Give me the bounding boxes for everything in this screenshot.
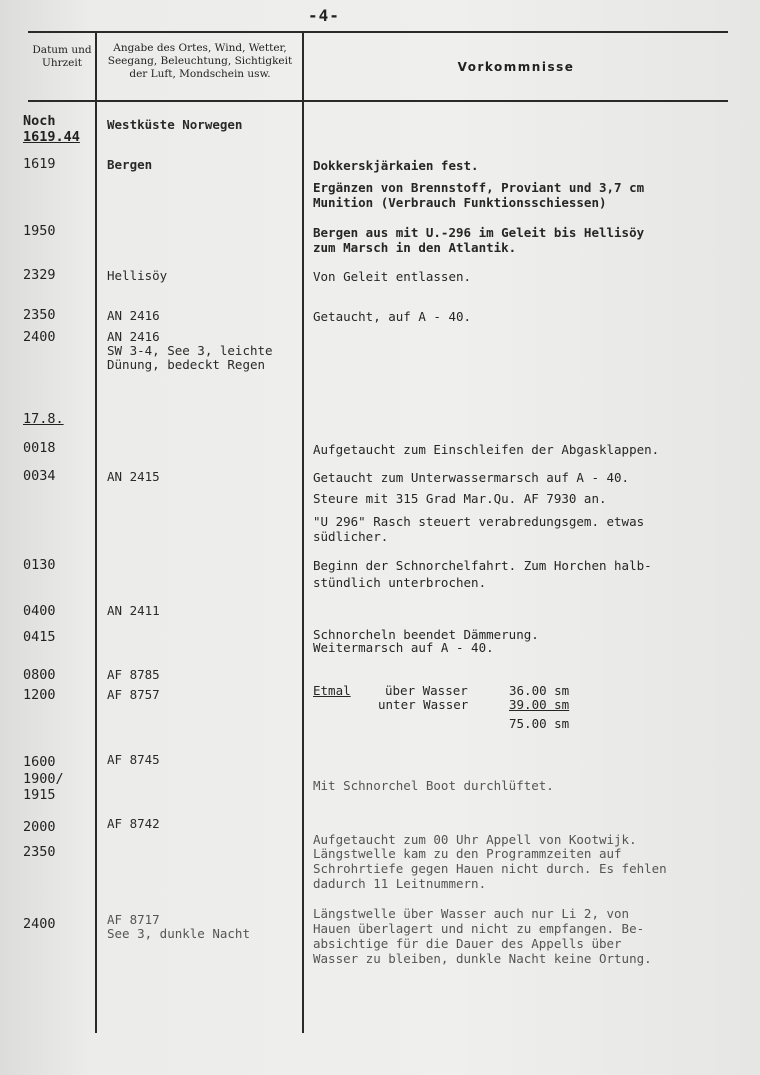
row-event-line: "U 296" Rasch steuert verabredungsgem. etwas	[313, 514, 645, 529]
row-time: 0034	[23, 468, 56, 484]
header-date-time: Datum und Uhrzeit	[32, 44, 92, 69]
row-place: See 3, dunkle Nacht	[107, 926, 250, 941]
row-time: 2400	[23, 329, 56, 345]
row-event-line: Ergänzen von Brennstoff, Proviant und 3,7 cm	[313, 180, 645, 195]
row-event-line: Mit Schnorchel Boot durchlüftet.	[313, 778, 554, 793]
row-time: 1950	[23, 223, 56, 239]
row-place: AF 8745	[107, 752, 160, 767]
row-event-line: zum Marsch in den Atlantik.	[313, 240, 517, 255]
row-place: AF 8742	[107, 816, 160, 831]
row-event-line: Dokkerskjärkaien fest.	[313, 158, 479, 173]
row-time: 0415	[23, 629, 56, 645]
row-time: 2350	[23, 307, 56, 323]
row-event-line: Getaucht, auf A - 40.	[313, 309, 472, 324]
header-location-weather: Angabe des Ortes, Wind, Wetter, Seegang, Beleuchtung, Sichtigkeit der Luft, Mondschein usw.	[107, 42, 293, 80]
header-bottom-rule	[28, 100, 728, 102]
row-place: Bergen	[107, 157, 153, 172]
row-time: 0800	[23, 667, 56, 683]
etmal-label: Etmal	[313, 683, 351, 698]
etmal-row-label: über Wasser	[385, 683, 468, 698]
column-divider-1	[95, 33, 97, 1033]
page-number: -4-	[308, 6, 340, 25]
header-events: Vorkommnisse	[457, 60, 575, 74]
row-event-line: absichtige für die Dauer des Appells über	[313, 936, 622, 951]
row-place: SW 3-4, See 3, leichte	[107, 343, 273, 358]
row-time: 1200	[23, 687, 56, 703]
row-place: AN 2415	[107, 469, 160, 484]
row-time: 2000	[23, 819, 56, 835]
row-event-line: südlicher.	[313, 529, 389, 544]
row-place: AN 2411	[107, 603, 160, 618]
row-event-line: Schnorcheln beendet Dämmerung.	[313, 627, 539, 642]
row-event-line: Bergen aus mit U.-296 im Geleit bis Hellisöy	[313, 225, 645, 240]
row-event-line: Längstwelle kam zu den Programmzeiten auf	[313, 846, 622, 861]
row-place: Dünung, bedeckt Regen	[107, 357, 266, 372]
etmal-row-value: 39.00 sm	[509, 697, 570, 712]
row-event-line: Hauen überlagert und nicht zu empfangen. Be-	[313, 921, 645, 936]
row-event-line: Wasser zu bleiben, dunkle Nacht keine Ortung.	[313, 951, 652, 966]
row-time: 2329	[23, 267, 56, 283]
noch-label: Noch	[23, 113, 56, 129]
row-time: 0130	[23, 557, 56, 573]
row-place: AF 8757	[107, 687, 160, 702]
row-event-line: Aufgetaucht zum Einschleifen der Abgasklappen.	[313, 442, 660, 457]
etmal-total: 75.00 sm	[509, 716, 570, 731]
row-time: 1600	[23, 754, 56, 770]
noch-date: 1619.44	[23, 129, 80, 145]
row-time: 1619	[23, 156, 56, 172]
row-event-line: Schrohrtiefe gegen Hauen nicht durch. Es fehlen	[313, 861, 667, 876]
header-top-rule	[28, 31, 728, 33]
etmal-row-value: 36.00 sm	[509, 683, 570, 698]
row-event-line: Getaucht zum Unterwassermarsch auf A - 40.	[313, 470, 630, 485]
date-label: 17.8.	[23, 411, 64, 427]
row-event-line: Längstwelle über Wasser auch nur Li 2, von	[313, 906, 630, 921]
row-place: AF 8717	[107, 912, 160, 927]
row-time: 1915	[23, 787, 56, 803]
etmal-row-label: unter Wasser	[378, 697, 469, 712]
row-place: Hellisöy	[107, 268, 168, 283]
row-event-line: Aufgetaucht zum 00 Uhr Appell von Kootwijk.	[313, 832, 637, 847]
row-time: 1900/	[23, 771, 64, 787]
column-divider-2	[302, 33, 304, 1033]
row-event-line: Munition (Verbrauch Funktionsschiessen)	[313, 195, 607, 210]
row-event-line: Weitermarsch auf A - 40.	[313, 640, 494, 655]
row-event-line: stündlich unterbrochen.	[313, 575, 487, 590]
row-place: AN 2416	[107, 329, 160, 344]
noch-place: Westküste Norwegen	[107, 117, 243, 132]
row-event-line: Von Geleit entlassen.	[313, 269, 472, 284]
row-event-line: dadurch 11 Leitnummern.	[313, 876, 487, 891]
row-event-line: Steure mit 315 Grad Mar.Qu. AF 7930 an.	[313, 491, 607, 506]
row-time: 2400	[23, 916, 56, 932]
row-place: AN 2416	[107, 308, 160, 323]
row-time: 0018	[23, 440, 56, 456]
row-time: 2350	[23, 844, 56, 860]
row-place: AF 8785	[107, 667, 160, 682]
row-time: 0400	[23, 603, 56, 619]
row-event-line: Beginn der Schnorchelfahrt. Zum Horchen halb-	[313, 558, 652, 573]
